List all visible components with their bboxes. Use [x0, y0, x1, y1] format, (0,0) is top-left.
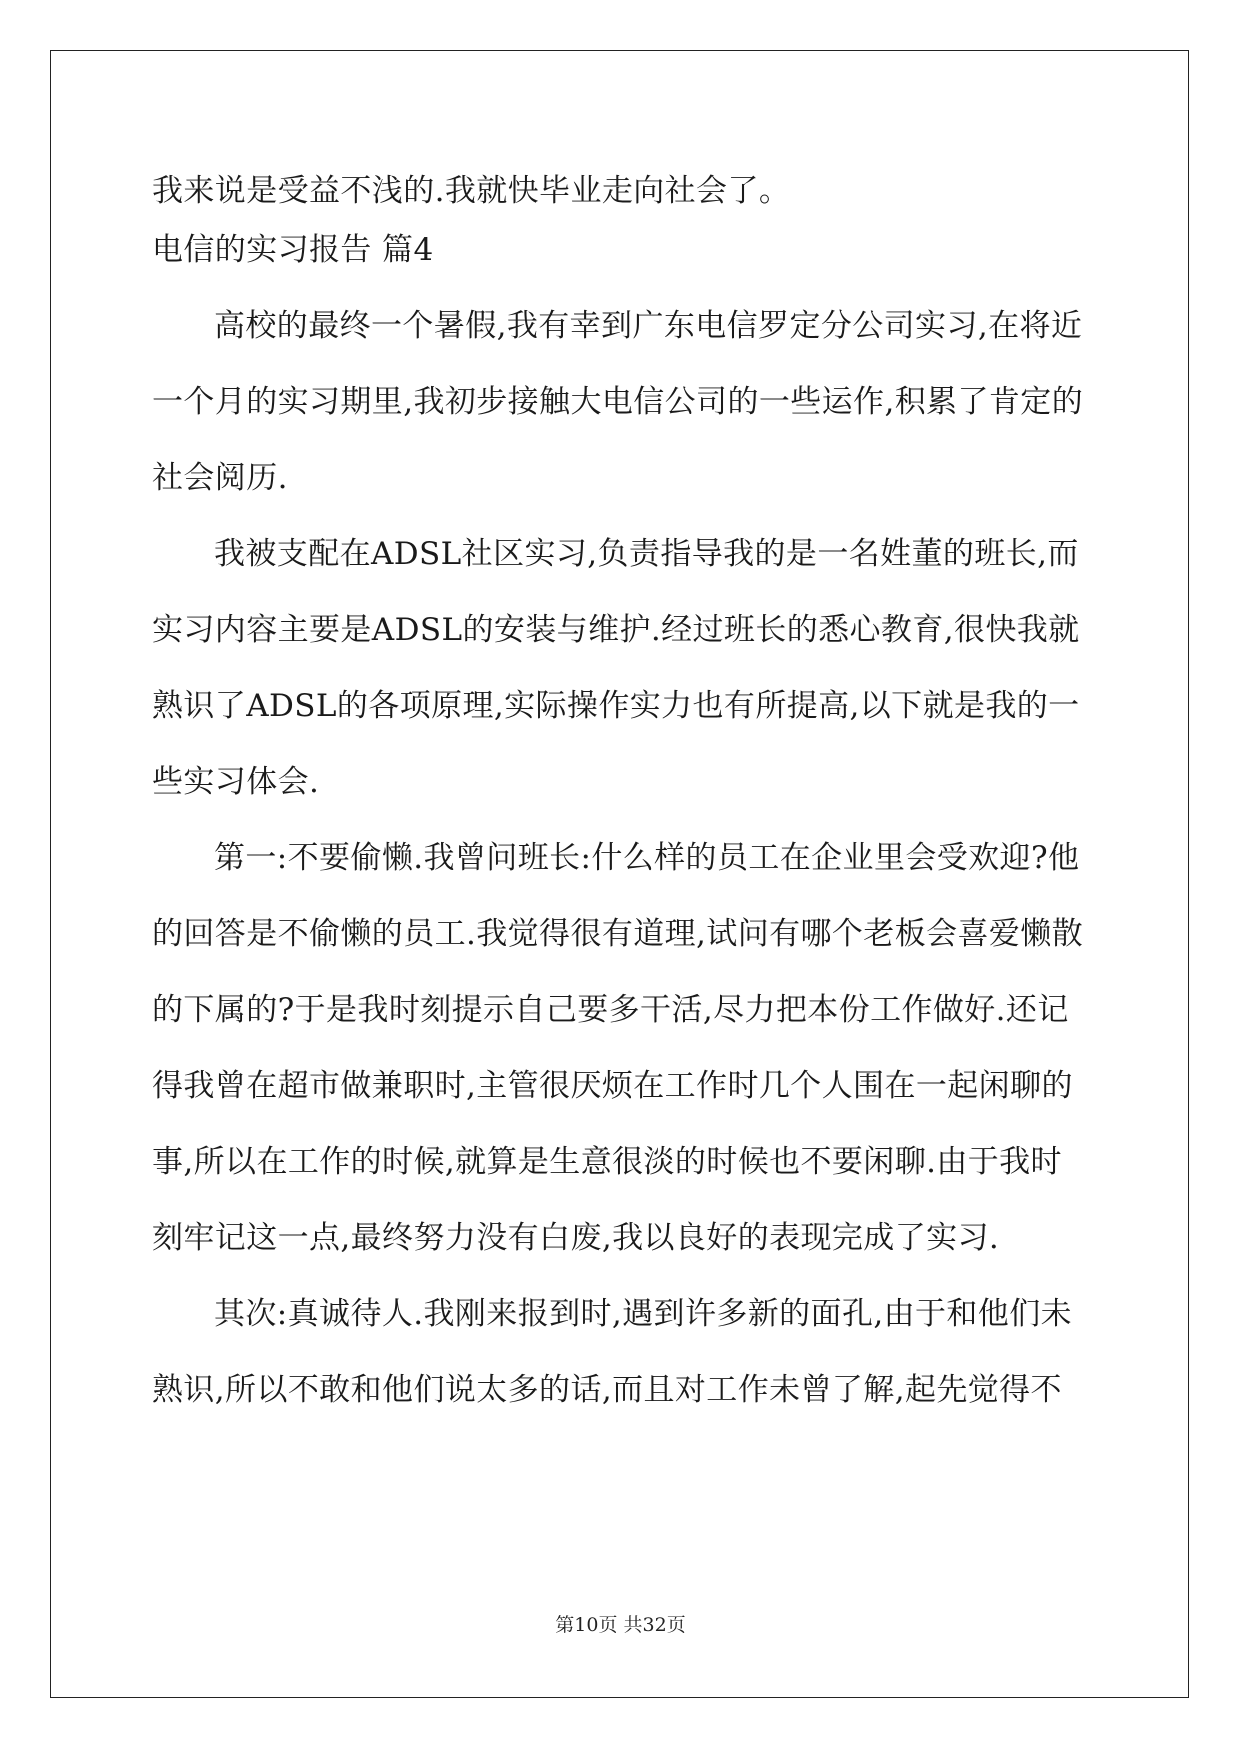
paragraph-line: 我来说是受益不浅的.我就快毕业走向社会了。	[152, 173, 791, 209]
paragraph-line: 的回答是不偷懒的员工.我觉得很有道理,试问有哪个老板会喜爱懒散	[152, 916, 1084, 952]
paragraph-line: 实习内容主要是ADSL的安装与维护.经过班长的悉心教育,很快我就	[152, 612, 1080, 648]
paragraph-line: 社会阅历.	[152, 460, 288, 496]
paragraph-line: 一个月的实习期里,我初步接触大电信公司的一些运作,积累了肯定的	[152, 384, 1084, 420]
paragraph-line: 刻牢记这一点,最终努力没有白废,我以良好的表现完成了实习.	[152, 1220, 1000, 1256]
paragraph-line: 事,所以在工作的时候,就算是生意很淡的时候也不要闲聊.由于我时	[152, 1144, 1062, 1180]
paragraph-line: 高校的最终一个暑假,我有幸到广东电信罗定分公司实习,在将近	[214, 308, 1083, 344]
paragraph-line: 其次:真诚待人.我刚来报到时,遇到许多新的面孔,由于和他们未	[214, 1296, 1073, 1332]
paragraph-line: 熟识了ADSL的各项原理,实际操作实力也有所提高,以下就是我的一	[152, 688, 1080, 724]
paragraph-line: 第一:不要偷懒.我曾问班长:什么样的员工在企业里会受欢迎?他	[214, 840, 1080, 876]
paragraph-line: 熟识,所以不敢和他们说太多的话,而且对工作未曾了解,起先觉得不	[152, 1372, 1062, 1408]
section-heading: 电信的实习报告 篇4	[152, 232, 434, 268]
page-number: 第10页 共32页	[555, 1614, 686, 1636]
paragraph-line: 的下属的?于是我时刻提示自己要多干活,尽力把本份工作做好.还记	[152, 992, 1069, 1028]
paragraph-line: 些实习体会.	[152, 764, 320, 800]
paragraph-line: 我被支配在ADSL社区实习,负责指导我的是一名姓董的班长,而	[214, 536, 1079, 572]
paragraph-line: 得我曾在超市做兼职时,主管很厌烦在工作时几个人围在一起闲聊的	[152, 1068, 1073, 1104]
